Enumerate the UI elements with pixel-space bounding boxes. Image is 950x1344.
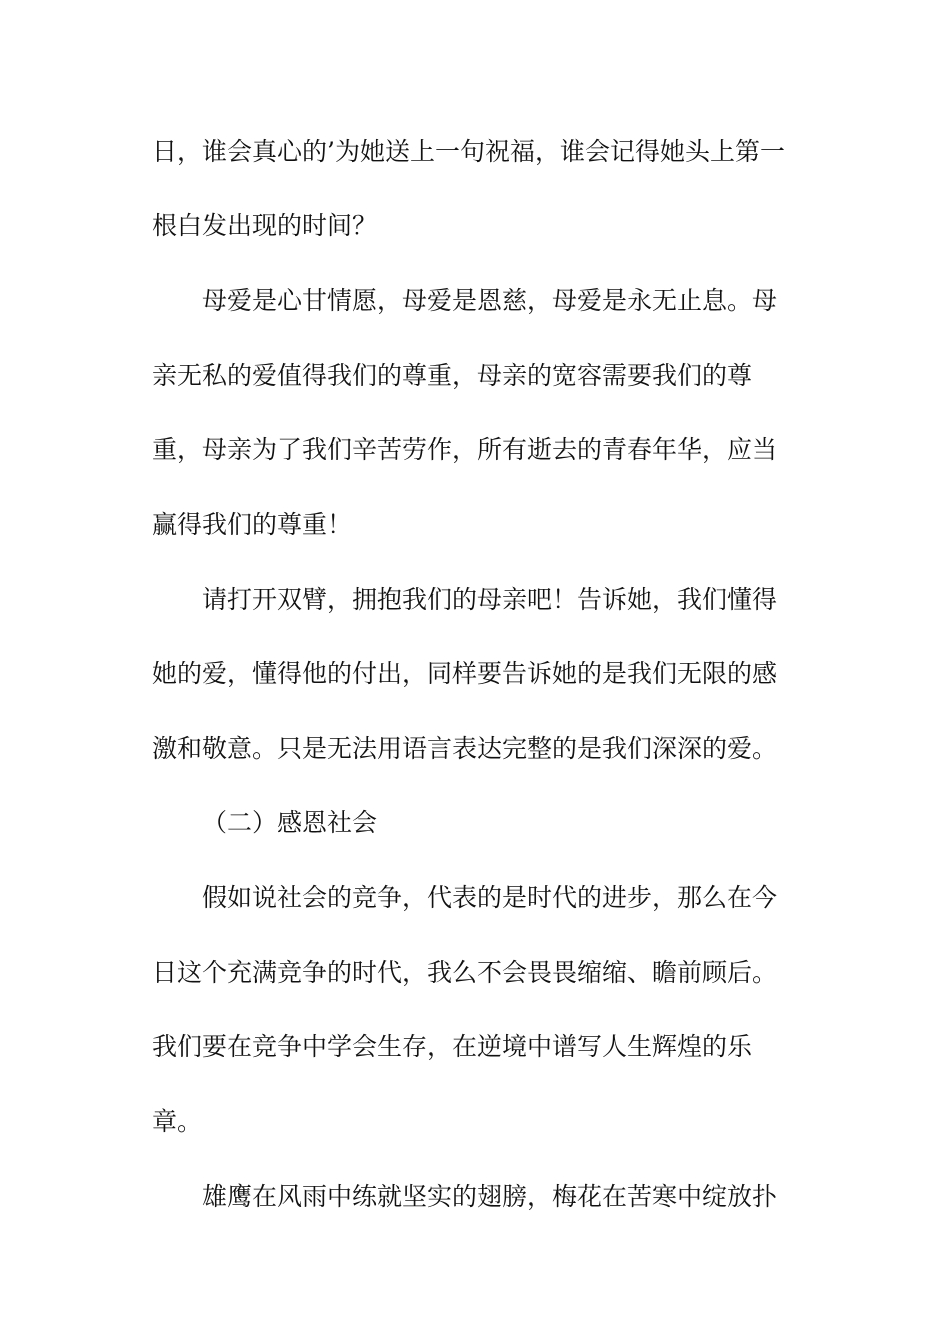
text-line: 重，母亲为了我们辛苦劳作，所有逝去的青春年华，应当 [152,435,778,464]
paragraph-start-line: 假如说社会的竞争，代表的是时代的进步，那么在今 [202,883,778,912]
section-heading: （二）感恩社会 [202,808,378,837]
text-line: 日这个充满竞争的时代，我么不会畏畏缩缩、瞻前顾后。 [152,958,778,987]
paragraph-start-line: 雄鹰在风雨中练就坚实的翅膀，梅花在苦寒中绽放扑 [202,1182,778,1211]
text-line: 她的爱，懂得他的付出，同样要告诉她的是我们无限的感 [152,659,778,688]
text-line: 根白发出现的时间？ [152,211,378,240]
paragraph-start-line: 请打开双臂，拥抱我们的母亲吧！告诉她，我们懂得 [202,585,778,614]
paragraph-start-line: 母爱是心甘情愿，母爱是恩慈，母爱是永无止息。母 [202,286,778,315]
text-line: 日，谁会真心的’为她送上一句祝福，谁会记得她头上第一 [152,137,785,166]
text-line: 我们要在竞争中学会生存，在逆境中谱写人生辉煌的乐 [152,1032,753,1061]
text-line: 亲无私的爱值得我们的尊重，母亲的宽容需要我们的尊 [152,361,753,390]
text-line: 赢得我们的尊重！ [152,510,353,539]
text-line: 激和敬意。只是无法用语言表达完整的是我们深深的爱。 [152,734,778,763]
text-line: 章。 [152,1107,203,1136]
